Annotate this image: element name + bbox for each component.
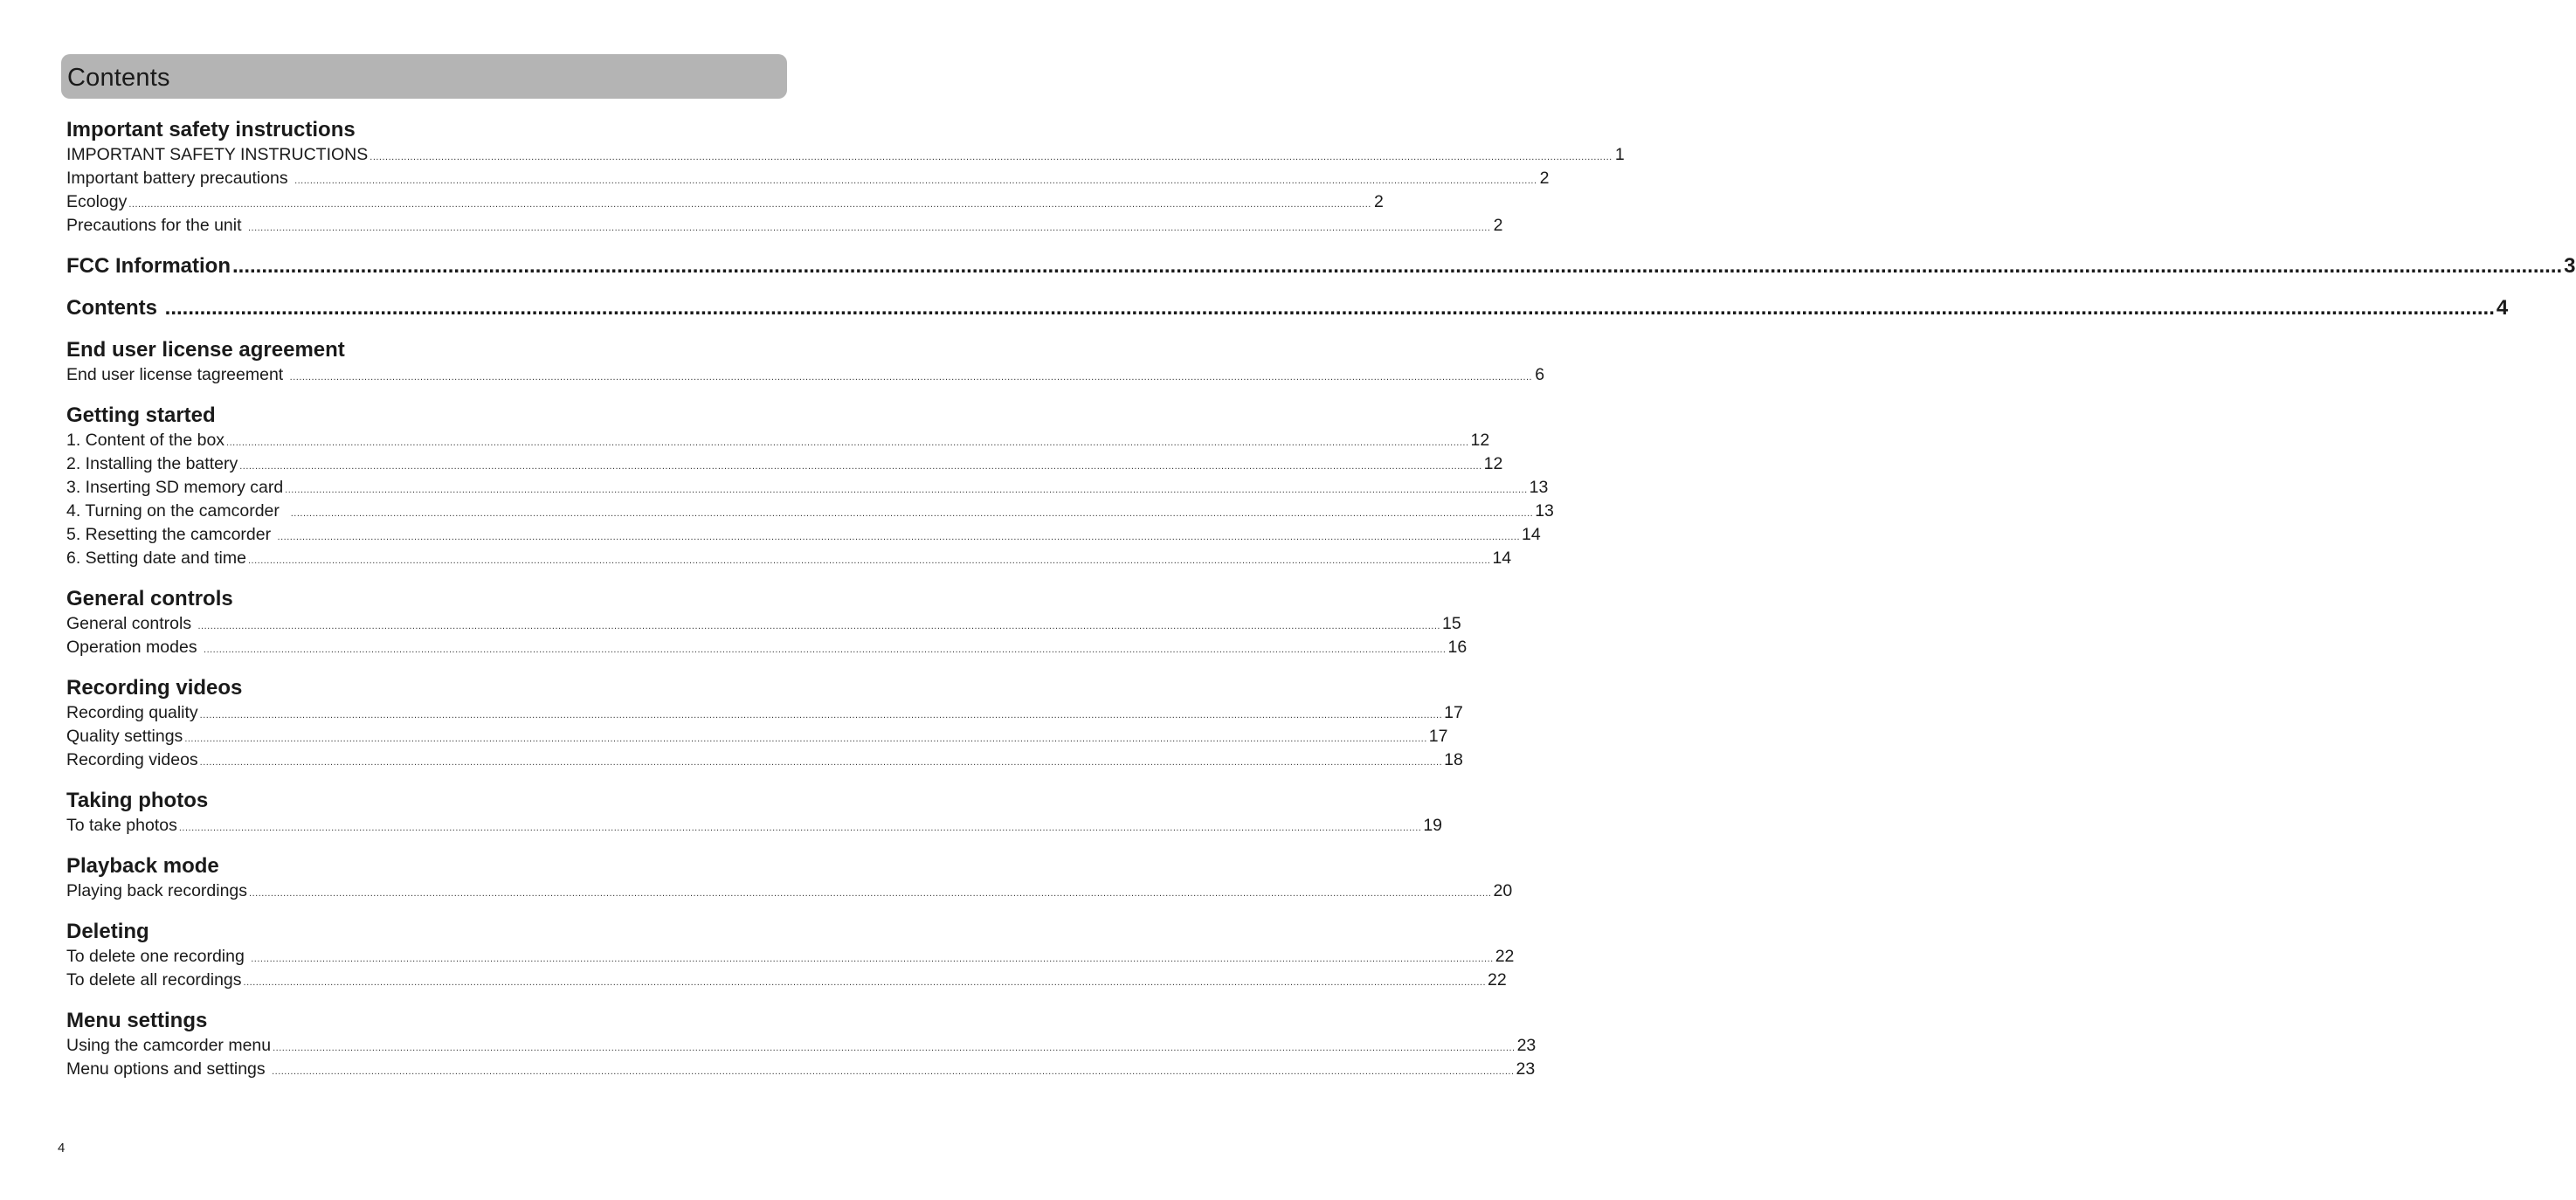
- toc-entry[interactable]: [66, 547, 1512, 570]
- dot-leader: ................................................................................................................................................................................................................................................................................................................................................................................................................: [369, 152, 1613, 162]
- entry-page: 20: [1493, 881, 1513, 900]
- spacer: [66, 321, 763, 337]
- section-title: Getting started: [66, 403, 216, 427]
- dot-leader: ................................................................................................................................................................................................................................................................................................................................................................................................................: [272, 1066, 1515, 1077]
- entry-label: Important battery precautions: [66, 169, 294, 188]
- toc-section-menu-settings: [66, 1008, 1537, 1081]
- entry-page: 23: [1516, 1059, 1536, 1079]
- dot-leader: ................................................................................................................................................................................................................................................................................................................................................................................................................: [243, 977, 1487, 988]
- entry-label: Playing back recordings: [66, 881, 248, 900]
- entry-page: 2: [1373, 192, 1384, 211]
- section-title: FCC Information: [66, 254, 231, 278]
- entry-label: Precautions for the unit: [66, 216, 246, 235]
- entry-label: Using the camcorder menu: [66, 1036, 272, 1055]
- toc-entry[interactable]: [66, 452, 1503, 476]
- dot-leader: ................................................................................................................................................................................................................................................................................................................................................................................................................: [199, 757, 1443, 768]
- page-number: 4: [58, 1141, 66, 1155]
- entry-page: 18: [1444, 750, 1463, 769]
- entry-page: 22: [1495, 947, 1515, 966]
- entry-page: 13: [1535, 501, 1554, 521]
- section-page: 4: [2496, 296, 2509, 320]
- toc-entry[interactable]: [66, 500, 1554, 523]
- toc-section-safety: [66, 117, 1625, 238]
- dot-leader: ................................................................................................................................................................................................................................................................................................................................................................................................................: [277, 532, 1521, 542]
- section-title: Taking photos: [66, 789, 209, 812]
- entry-label: 5. Resetting the camcorder: [66, 525, 276, 544]
- section-title: Menu settings: [66, 1009, 208, 1032]
- entry-page: 19: [1423, 816, 1443, 835]
- contents-header-bar: [61, 54, 787, 99]
- dot-leader: ................................................................................................................................................................................................................................................................................................................................................................................................................: [251, 954, 1494, 964]
- dot-leader: ................................................................................................................................................................................................................................................................................................................................................................................................................: [226, 438, 1469, 448]
- section-page: 3: [2564, 254, 2576, 278]
- toc-entry[interactable]: [66, 748, 1463, 772]
- section-title: General controls: [66, 587, 233, 610]
- entry-page: 12: [1483, 454, 1503, 473]
- dot-leader: ................................................................................................................................................................................................................................................................................................................................................................................................................: [199, 710, 1443, 721]
- entry-page: 14: [1492, 548, 1512, 568]
- toc-section-deleting: [66, 919, 1515, 992]
- entry-label: To delete all recordings: [66, 970, 242, 990]
- table-of-contents: [66, 117, 2576, 1081]
- section-title: Playback mode: [66, 854, 219, 878]
- entry-label: 6. Setting date and time: [66, 548, 246, 568]
- toc-section-playback-mode: [66, 853, 1513, 903]
- entry-page: 15: [1441, 614, 1461, 633]
- section-title: Contents: [66, 296, 163, 320]
- toc-section-taking-photos: [66, 788, 1443, 838]
- toc-entry[interactable]: [66, 879, 1513, 903]
- entry-page: 2: [1539, 169, 1550, 188]
- dot-leader: ................................................................................................................................................................................................................................................................................................................................................................................................................: [285, 485, 1528, 495]
- toc-entry[interactable]: [66, 143, 1625, 167]
- entry-page: 14: [1522, 525, 1541, 544]
- entry-page: 23: [1516, 1036, 1537, 1055]
- toc-entry[interactable]: [66, 612, 1461, 636]
- entry-label: Ecology: [66, 192, 128, 211]
- dot-leader: ................................................................................................................................................................................................................................................................................................................................................................................................................: [128, 199, 1371, 210]
- entry-label: Menu options and settings: [66, 1059, 271, 1079]
- dot-leader: ................................................................................................................................................................................................................................................................................................................................................................................................................: [294, 176, 1537, 186]
- dot-leader: ................................................................................................................................................................................................................................................................................................................................................................................................................: [289, 372, 1533, 383]
- entry-label: 2. Installing the battery: [66, 454, 238, 473]
- dot-leader: ................................................................................................................................................................................................................................................................................................................................................................................................................: [273, 1043, 1516, 1053]
- section-title: Recording videos: [66, 676, 243, 700]
- page-title: Contents: [67, 64, 170, 92]
- dot-leader: ................................................................................................................................................................................................................................................................................................................................................................................................................: [204, 645, 1447, 655]
- entry-page: 12: [1470, 431, 1490, 450]
- toc-entry[interactable]: [66, 476, 1549, 500]
- toc-section-general-controls: [66, 586, 1468, 659]
- toc-entry[interactable]: [66, 190, 1384, 214]
- dot-leader: ................................................................................................................................................................................................................................................................................................................................................................................................................: [239, 461, 1482, 472]
- toc-section-getting-started: [66, 403, 1554, 570]
- entry-label: IMPORTANT SAFETY INSTRUCTIONS: [66, 145, 369, 164]
- dot-leader: ................................................................................................................................................................................................................................................................................................................................................................................................................: [290, 508, 1534, 519]
- entry-label: 4. Turning on the camcorder: [66, 501, 289, 521]
- entry-label: Recording videos: [66, 750, 198, 769]
- entry-label: Recording quality: [66, 703, 198, 722]
- entry-label: 1. Content of the box: [66, 431, 225, 450]
- section-title: End user license agreement: [66, 338, 345, 362]
- dot-leader: ................................................................................................................................................................................................................................................................................................................................................................................................................: [247, 223, 1491, 233]
- entry-label: 3. Inserting SD memory card: [66, 478, 284, 497]
- entry-page: 13: [1529, 478, 1549, 497]
- toc-entry[interactable]: [66, 969, 1507, 992]
- toc-entry[interactable]: [66, 1058, 1536, 1081]
- entry-label: To delete one recording: [66, 947, 250, 966]
- entry-label: Quality settings: [66, 727, 183, 746]
- toc-entry[interactable]: [66, 701, 1463, 725]
- section-title: Important safety instructions: [66, 118, 356, 141]
- entry-page: 17: [1428, 727, 1448, 746]
- entry-page: 17: [1444, 703, 1463, 722]
- toc-entry[interactable]: [66, 214, 1503, 238]
- dot-leader: ................................................................................................................................................................................................................................................................................................................................................................................................................: [178, 823, 1422, 833]
- dot-leader: ................................................................................................................................................................................................................................................................................................................................................................................................................: [164, 296, 2495, 320]
- spacer: [66, 279, 763, 295]
- entry-label: Operation modes: [66, 638, 203, 657]
- toc-entry[interactable]: [66, 814, 1443, 838]
- toc-entry[interactable]: [66, 363, 1545, 387]
- entry-label: To take photos: [66, 816, 177, 835]
- dot-leader: ................................................................................................................................................................................................................................................................................................................................................................................................................: [231, 254, 2563, 278]
- toc-entry[interactable]: [66, 1034, 1537, 1058]
- entry-page: 22: [1488, 970, 1507, 990]
- entry-page: 1: [1614, 145, 1625, 164]
- entry-page: 16: [1447, 638, 1468, 657]
- dot-leader: ................................................................................................................................................................................................................................................................................................................................................................................................................: [247, 555, 1491, 566]
- entry-page: 6: [1535, 365, 1545, 384]
- dot-leader: ................................................................................................................................................................................................................................................................................................................................................................................................................: [249, 888, 1492, 899]
- toc-section-recording-videos: [66, 675, 1463, 772]
- toc-section-fcc[interactable]: [66, 253, 2576, 279]
- toc-entry[interactable]: [66, 636, 1468, 659]
- toc-entry[interactable]: [66, 523, 1541, 547]
- entry-label: General controls: [66, 614, 197, 633]
- toc-entry[interactable]: [66, 725, 1448, 748]
- entry-label: End user license tagreement: [66, 365, 288, 384]
- toc-entry[interactable]: [66, 167, 1550, 190]
- dot-leader: ................................................................................................................................................................................................................................................................................................................................................................................................................: [197, 621, 1440, 631]
- section-title: Deleting: [66, 920, 149, 943]
- toc-section-contents[interactable]: [66, 295, 2509, 321]
- toc-entry[interactable]: [66, 945, 1515, 969]
- dot-leader: ................................................................................................................................................................................................................................................................................................................................................................................................................: [184, 734, 1427, 744]
- toc-entry[interactable]: [66, 429, 1490, 452]
- entry-page: 2: [1493, 216, 1503, 235]
- toc-section-eula: [66, 337, 1545, 387]
